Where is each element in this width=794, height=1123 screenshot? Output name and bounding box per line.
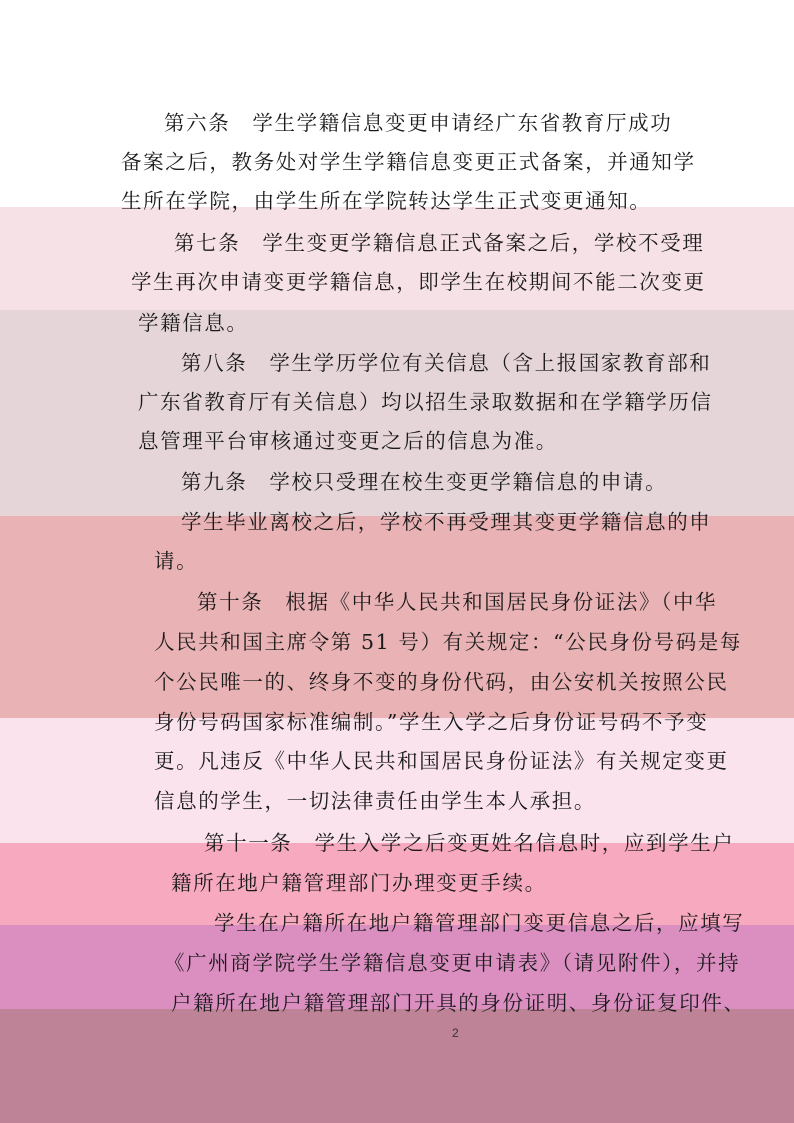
text-line: 广东省教育厅有关信息）均以招生录取数据和在学籍学历信 [138,390,713,414]
text-line: 学生毕业离校之后，学校不再受理其变更学籍信息的申 [181,510,712,534]
text-line: 第八条 学生学历学位有关信息（含上报国家教育部和 [181,351,712,375]
text-line: 信息的学生，一切法律责任由学生本人承担。 [154,789,596,813]
text-line: 第十条 根据《中华人民共和国居民身份证法》（中华 [197,590,718,614]
text-line: 《广州商学院学生学籍信息变更申请表》（请见附件），并持 [164,951,741,975]
text-line: 学籍信息。 [138,311,249,335]
text-line: 请。 [154,549,199,573]
text-line: 人民共和国主席令第 51 号）有关规定：“公民身份号码是每 [154,630,742,654]
text-line: 第十一条 学生入学之后变更姓名信息时，应到学生户 [204,831,735,855]
text-line: 生所在学院，由学生所在学院转达学生正式变更通知。 [121,189,652,213]
text-line: 息管理平台审核通过变更之后的信息为准。 [138,429,558,453]
text-line: 身份号码国家标准编制。”学生入学之后身份证号码不予变 [154,710,709,734]
page-number: 2 [452,1026,459,1040]
text-line: 籍所在地户籍管理部门办理变更手续。 [171,871,547,895]
text-line: 第六条 学生学籍信息变更申请经广东省教育厅成功 [164,111,673,135]
text-line: 学生再次申请变更学籍信息，即学生在校期间不能二次变更 [131,270,706,294]
text-line: 个公民唯一的、终身不变的身份代码，由公安机关按照公民 [154,670,729,694]
text-line: 备案之后，教务处对学生学籍信息变更正式备案，并通知学 [121,150,696,174]
band [0,1009,794,1123]
text-line: 户籍所在地户籍管理部门开具的身份证明、身份证复印件、 [171,991,746,1015]
text-line: 更。凡违反《中华人民共和国居民身份证法》有关规定变更 [154,749,729,773]
text-line: 第七条 学生变更学籍信息正式备案之后，学校不受理 [174,231,705,255]
text-line: 学生在户籍所在地户籍管理部门变更信息之后，应填写 [214,911,745,935]
text-line: 第九条 学校只受理在校生变更学籍信息的申请。 [181,470,668,494]
band [0,718,794,843]
